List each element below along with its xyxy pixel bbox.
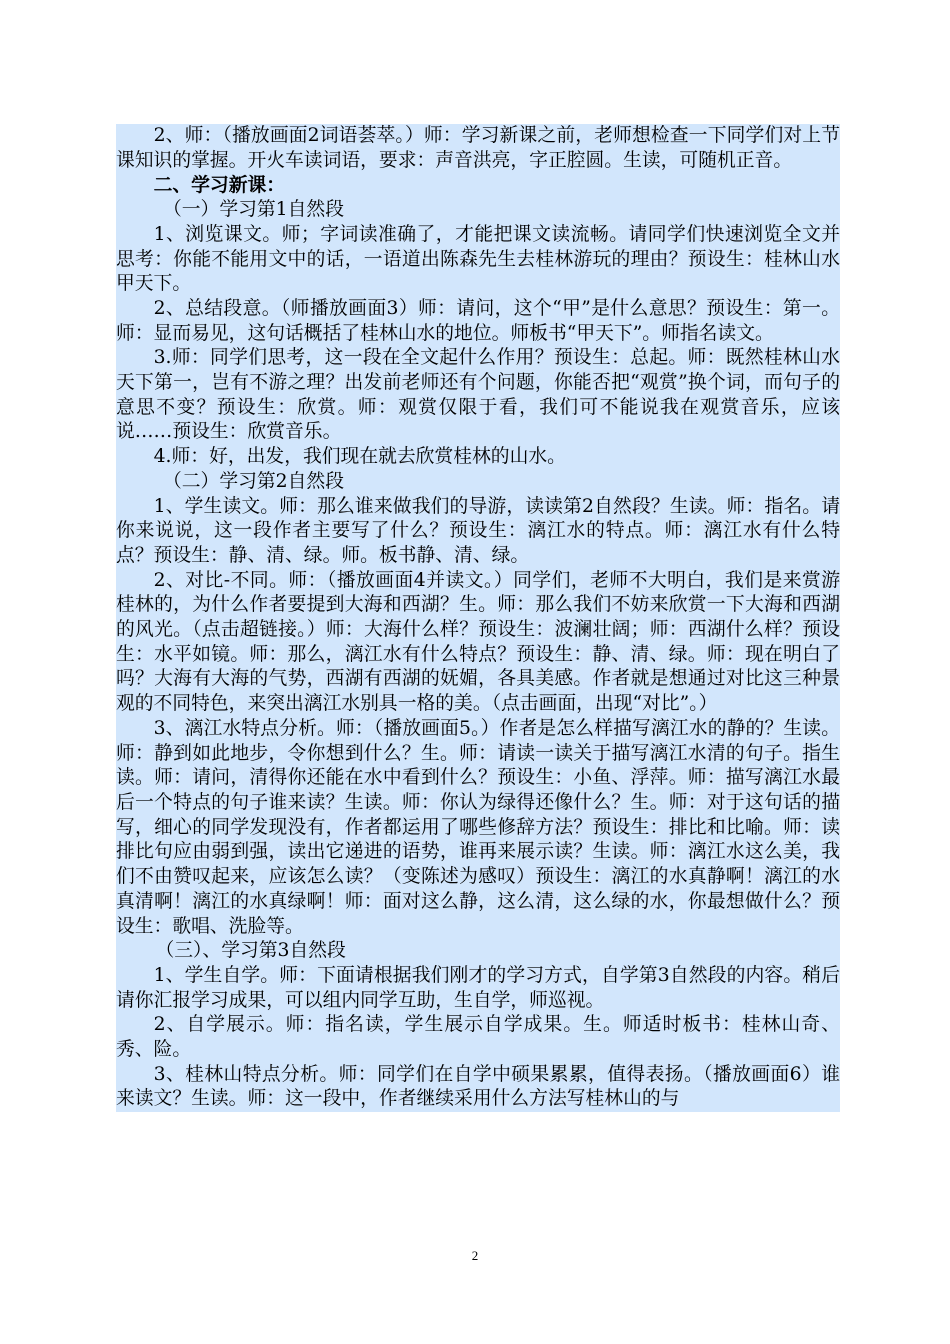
paragraph-role-of-section: 3.师：同学们思考，这一段在全文起什么作用？预设生：总起。师：既然桂林山水天下第一，岂有不游之理？出发前老师还有个问题，你能否把“观赏”换个词，而句子的意思不变？预设生：欣赏。师：观赏仅限于看，我们可不能说我在观赏音乐，应该说……预设生：欣赏音乐。 [116, 347, 840, 443]
paragraph-review-words: 2、师：（播放画面2词语荟萃。）师：学习新课之前，老师想检查一下同学们对上节课知识的掌握。开火车读词语，要求：声音洪亮，字正腔圆。生读，可随机正音。 [116, 125, 840, 171]
paragraph-student-reading: 1、学生读文。师：那么谁来做我们的导游，读读第2自然段？生读。师：指名。请你来说说，这一段作者主要写了什么？预设生：漓江水的特点。师：漓江水有什么特点？预设生：静、清、绿。师。板书静、清、绿。 [116, 495, 840, 566]
page-number: 2 [471, 1248, 479, 1263]
paragraph-self-study-show: 2、自学展示。师：指名读，学生展示自学成果。生。师适时板书：桂林山奇、秀、险。 [116, 1014, 840, 1061]
paragraph-browse-text: 1、浏览课文。师；字词读准确了，才能把课文读流畅。请同学们快速浏览全文并思考：你能不能用文中的话，一语道出陈森先生去桂林游玩的理由？预设生：桂林山水甲天下。 [116, 223, 840, 295]
paragraph-mountain-analysis: 3、桂林山特点分析。师：同学们在自学中硕果累累，值得表扬。（播放画面6）谁来读文？生读。师：这一段中，作者继续采用什么方法写桂林山的与 [116, 1063, 840, 1110]
paragraph-lijiang-analysis: 3、漓江水特点分析。师：（播放画面5。）作者是怎么样描写漓江水的静的？生读。师：静到如此地步，令你想到什么？生。师：请读一读关于描写漓江水清的句子。指生读。师：请问，清得你还能在水中看到什么？预设生：小鱼、浮萍。师：描写漓江水最后一个特点的句子谁来读？生读。师：你认为绿得还像什么？生。师：对于这句话的描写，细心的同学发现没有，作者都运用了哪些修辞方法？预设生：排比和比喻。师：读排比句应由弱到强，读出它递进的语势，谁再来展示读？生读。师：漓江水这么美，我们不由赞叹起来，应该怎么读？（变陈述为感叹）预设生：漓江的水真静啊！漓江的水真清啊！漓江的水真绿啊！师：面对这么静，这么清，这么绿的水，你最想做什么？预设生：歌唱、洗脸等。 [116, 717, 840, 937]
paragraph-depart: 4.师：好，出发，我们现在就去欣赏桂林的山水。 [153, 446, 566, 468]
subheading-paragraph-3: （三）、学习第3自然段 [155, 940, 346, 962]
section-heading-new-lesson: 二、学习新课： [153, 174, 286, 197]
subheading-paragraph-2: （二）学习第2自然段 [163, 470, 344, 492]
paragraph-summarize: 2、总结段意。（师播放画面3）师：请问，这个“甲”是什么意思？预设生：第一。师：显而易见，这句话概括了桂林山水的地位。师板书“甲天下”。师指名读文。 [116, 297, 840, 344]
paragraph-self-study: 1、学生自学。师：下面请根据我们刚才的学习方式，自学第3自然段的内容。稍后请你汇报学习成果，可以组内同学互助，生自学，师巡视。 [116, 964, 840, 1011]
text-body [116, 124, 840, 1112]
subheading-paragraph-1: （一）学习第1自然段 [163, 199, 344, 221]
paragraph-contrast: 2、对比-不同。师：（播放画面4并读文。）同学们，老师不大明白，我们是来赏游桂林的，为什么作者要提到大海和西湖？生。师：那么我们不妨来欣赏一下大海和西湖的风光。（点击超链接。）师：大海什么样？预设生：波澜壮阔；师：西湖什么样？预设生：水平如镜。师：那么，漓江水有什么特点？预设生：静、清、绿。师：现在明白了吗？大海有大海的气势，西湖有西湖的妩媚，各具美感。作者就是想通过对比这三种景观的不同特色，来突出漓江水别具一格的美。（点击画面，出现“对比”。） [116, 569, 840, 715]
